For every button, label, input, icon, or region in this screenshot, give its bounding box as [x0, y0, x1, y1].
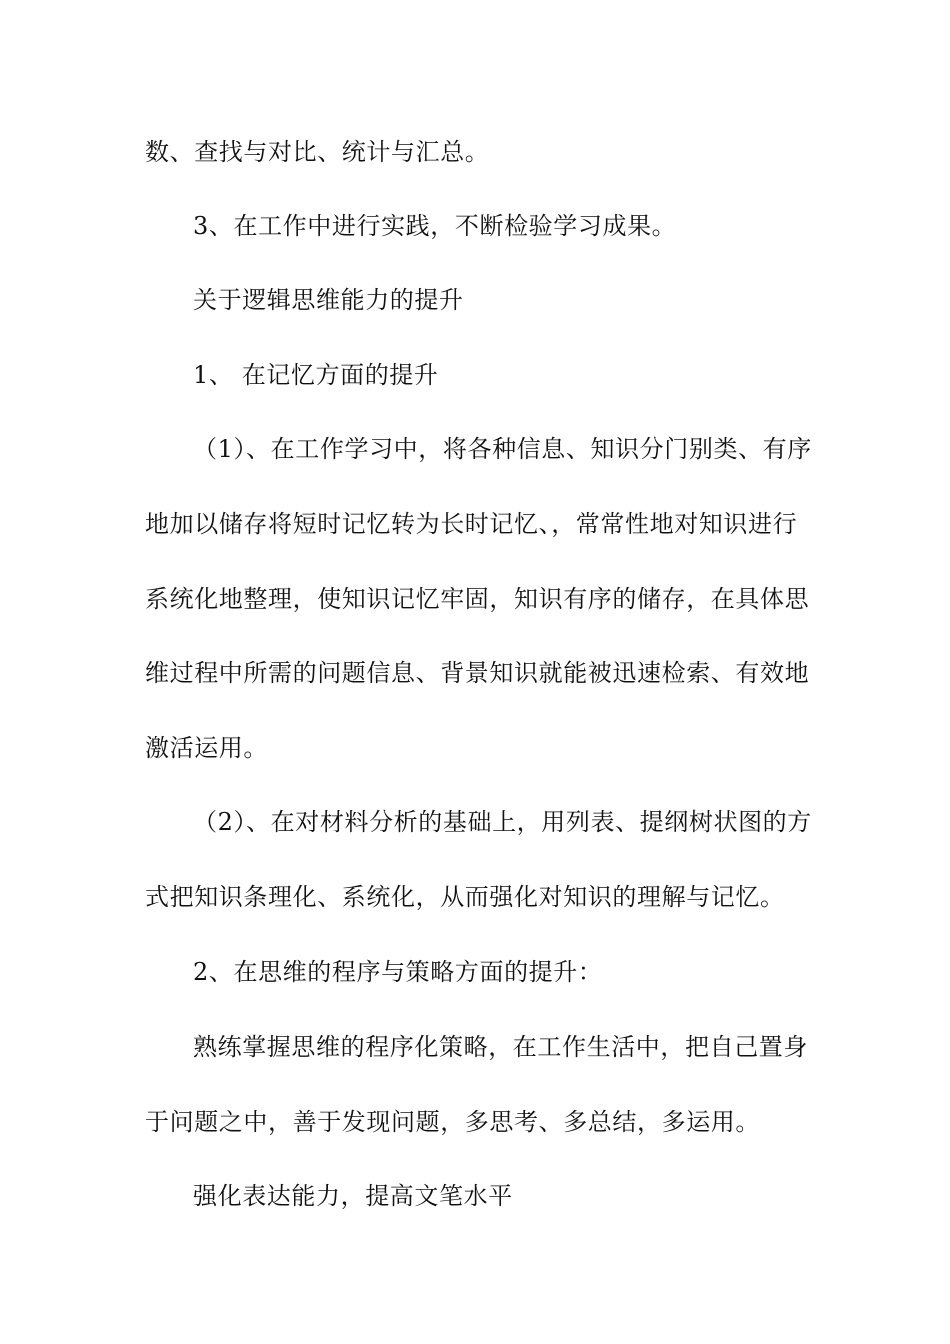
section-heading-expression: 强化表达能力，提高文笔水平	[193, 1182, 513, 1210]
text-line-10: （2）、在对材料分析的基础上，用列表、提纲树状图的方	[193, 808, 812, 836]
subheading-strategy: 2、在思维的程序与策略方面的提升：	[193, 958, 603, 986]
text-line-5: （1）、在工作学习中，将各种信息、知识分门别类、有序	[193, 435, 812, 463]
text-line-11: 式把知识条理化、系统化，从而强化对知识的理解与记忆。	[145, 883, 785, 911]
text-line-2: 3、在工作中进行实践，不断检验学习成果。	[193, 212, 677, 240]
text-line-13: 熟练掌握思维的程序化策略，在工作生活中，把自己置身	[193, 1033, 808, 1061]
text-line-1: 数、查找与对比、统计与汇总。	[145, 138, 490, 166]
text-line-14: 于问题之中，善于发现问题，多思考、多总结，多运用。	[145, 1108, 760, 1136]
subheading-memory: 1、 在记忆方面的提升	[193, 361, 439, 389]
text-line-8: 维过程中所需的问题信息、背景知识就能被迅速检索、有效地	[145, 659, 810, 687]
section-heading-logic: 关于逻辑思维能力的提升	[193, 286, 464, 314]
text-line-7: 系统化地整理，使知识记忆牢固，知识有序的储存，在具体思	[145, 585, 810, 613]
text-line-9: 激活运用。	[145, 734, 268, 762]
text-line-6: 地加以储存将短时记忆转为长时记忆、，常常性地对知识进行	[145, 510, 798, 538]
